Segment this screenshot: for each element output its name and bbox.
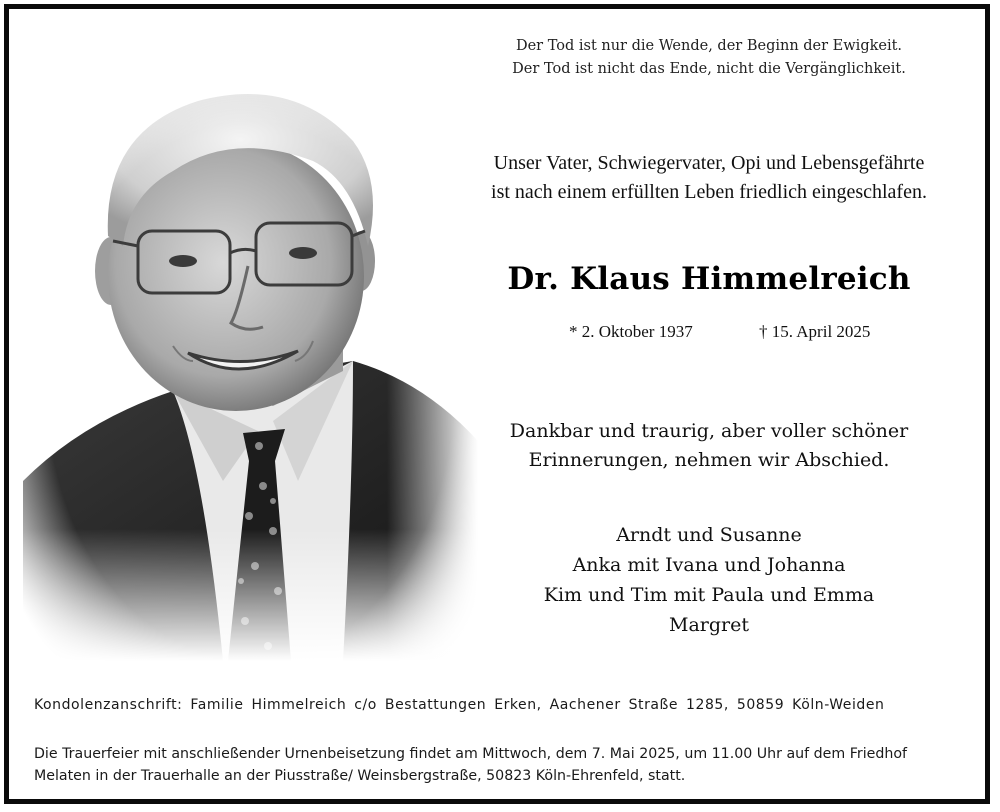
- death-date: † 15. April 2025: [758, 322, 871, 341]
- ceremony-line-2: Melaten in der Trauerhalle an der Piusstraße/ Weinsbergstraße, 50823 Köln-Ehrenfeld, statt.: [34, 768, 686, 784]
- family-member: Kim und Tim mit Paula und Emma: [543, 584, 875, 606]
- intro-block: [449, 149, 969, 207]
- quote-line-2: Der Tod ist nicht das Ende, nicht die Vergänglichkeit.: [512, 61, 906, 77]
- intro-line-2: ist nach einem erfüllten Leben friedlich eingeschlafen.: [491, 181, 927, 203]
- condolence-address: Kondolenzanschrift: Familie Himmelreich c/o Bestattungen Erken, Aachener Straße 1285, 50859 Köln-Weiden: [34, 697, 885, 713]
- family-list: [449, 520, 969, 640]
- ceremony-line-1: Die Trauerfeier mit anschließender Urnenbeisetzung findet am Mittwoch, dem 7. Mai 2025, um 11.00 Uhr auf dem Friedhof: [34, 746, 908, 762]
- birth-date: * 2. Oktober 1937: [569, 322, 693, 341]
- farewell-block: [449, 417, 969, 475]
- portrait-photo: [23, 61, 478, 661]
- farewell-line-1: Dankbar und traurig, aber voller schöner: [509, 420, 909, 442]
- farewell-line-2: Erinnerungen, nehmen wir Abschied.: [528, 449, 890, 471]
- intro-line-1: Unser Vater, Schwiegervater, Opi und Lebensgefährte: [493, 152, 925, 174]
- ceremony-info: [34, 743, 979, 787]
- quote-line-1: Der Tod ist nur die Wende, der Beginn der Ewigkeit.: [515, 38, 903, 54]
- family-member: Margret: [669, 614, 749, 636]
- family-member: Anka mit Ivana und Johanna: [572, 554, 846, 576]
- quote-block: [449, 35, 969, 81]
- deceased-name: Dr. Klaus Himmelreich: [507, 261, 911, 297]
- family-member: Arndt und Susanne: [616, 524, 802, 546]
- obituary-frame: [4, 4, 990, 804]
- life-dates: [569, 322, 870, 342]
